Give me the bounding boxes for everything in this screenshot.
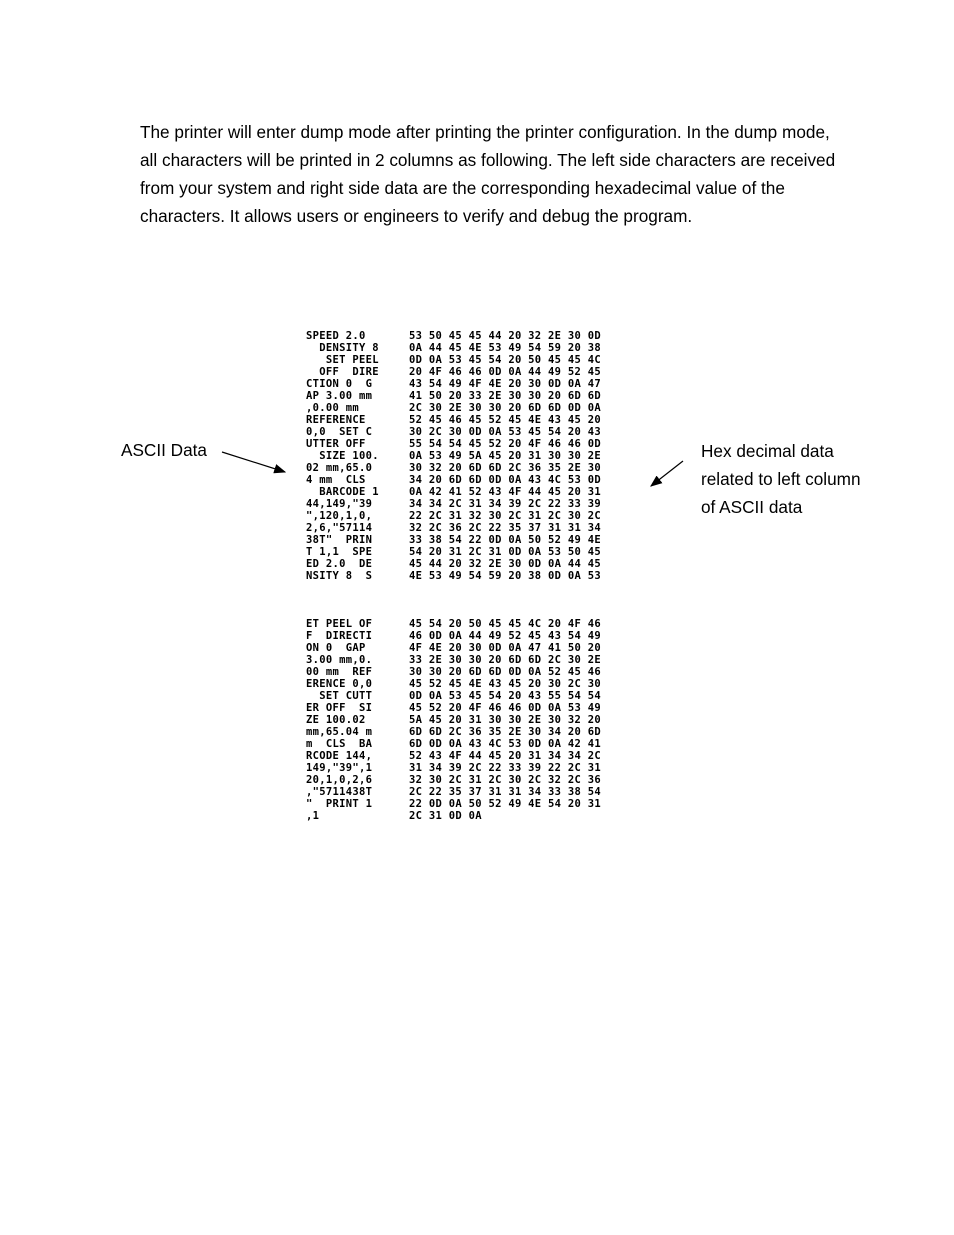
ascii-line: 2,6,"57114 xyxy=(306,522,373,534)
dump-block-2 xyxy=(306,618,669,822)
ascii-line: SET PEEL xyxy=(306,354,379,366)
hex-line: 30 32 20 6D 6D 2C 36 35 2E 30 xyxy=(409,462,602,474)
ascii-line: RCODE 144, xyxy=(306,750,373,762)
hex-line: 2C 22 35 37 31 31 34 33 38 54 xyxy=(409,786,602,798)
ascii-line: 02 mm,65.0 xyxy=(306,462,373,474)
ascii-line: " PRINT 1 xyxy=(306,798,373,810)
hex-line: 4F 4E 20 30 0D 0A 47 41 50 20 xyxy=(409,642,602,654)
ascii-column xyxy=(306,618,409,822)
dump-block-1 xyxy=(306,330,669,582)
ascii-line: SIZE 100. xyxy=(306,450,379,462)
ascii-line: AP 3.00 mm xyxy=(306,390,373,402)
dump-printout xyxy=(306,306,669,834)
ascii-line: ON 0 GAP xyxy=(306,642,366,654)
ascii-line: ",120,1,0, xyxy=(306,510,373,522)
ascii-line: ER OFF SI xyxy=(306,702,373,714)
hex-line: 45 52 45 4E 43 45 20 30 2C 30 xyxy=(409,678,602,690)
hex-line: 31 34 39 2C 22 33 39 22 2C 31 xyxy=(409,762,602,774)
ascii-line: SET CUTT xyxy=(306,690,373,702)
ascii-line: ,0.00 mm xyxy=(306,402,359,414)
hex-line: 45 44 20 32 2E 30 0D 0A 44 45 xyxy=(409,558,602,570)
ascii-line: CTION 0 G xyxy=(306,378,373,390)
ascii-line: 44,149,"39 xyxy=(306,498,373,510)
hex-line: 33 38 54 22 0D 0A 50 52 49 4E xyxy=(409,534,602,546)
hex-line: 55 54 54 45 52 20 4F 46 46 0D xyxy=(409,438,602,450)
ascii-line: REFERENCE xyxy=(306,414,366,426)
ascii-line: 00 mm REF xyxy=(306,666,373,678)
ascii-column xyxy=(306,330,409,582)
ascii-line: UTTER OFF xyxy=(306,438,366,450)
hex-line: 5A 45 20 31 30 30 2E 30 32 20 xyxy=(409,714,602,726)
hex-line: 4E 53 49 54 59 20 38 0D 0A 53 xyxy=(409,570,602,582)
hex-line: 6D 6D 2C 36 35 2E 30 34 20 6D xyxy=(409,726,602,738)
hex-line: 53 50 45 45 44 20 32 2E 30 0D xyxy=(409,330,602,342)
hex-line: 54 20 31 2C 31 0D 0A 53 50 45 xyxy=(409,546,602,558)
hex-data-label: Hex decimal data related to left column of ASCII data xyxy=(701,441,861,517)
hex-line: 34 20 6D 6D 0D 0A 43 4C 53 0D xyxy=(409,474,602,486)
ascii-line: 149,"39",1 xyxy=(306,762,373,774)
hex-line: 45 54 20 50 45 45 4C 20 4F 46 xyxy=(409,618,602,630)
hex-line: 2C 30 2E 30 30 20 6D 6D 0D 0A xyxy=(409,402,602,414)
ascii-line: ZE 100.02 xyxy=(306,714,366,726)
ascii-line: 3.00 mm,0. xyxy=(306,654,373,666)
ascii-line: ED 2.0 DE xyxy=(306,558,373,570)
hex-line: 52 45 46 45 52 45 4E 43 45 20 xyxy=(409,414,602,426)
hex-line: 22 2C 31 32 30 2C 31 2C 30 2C xyxy=(409,510,602,522)
hex-line: 0D 0A 53 45 54 20 43 55 54 54 xyxy=(409,690,602,702)
ascii-line: ERENCE 0,0 xyxy=(306,678,373,690)
ascii-line: mm,65.04 m xyxy=(306,726,373,738)
ascii-line: NSITY 8 S xyxy=(306,570,373,582)
hex-line: 0D 0A 53 45 54 20 50 45 45 4C xyxy=(409,354,602,366)
hex-line: 22 0D 0A 50 52 49 4E 54 20 31 xyxy=(409,798,602,810)
hex-line: 45 52 20 4F 46 46 0D 0A 53 49 xyxy=(409,702,602,714)
hex-line: 46 0D 0A 44 49 52 45 43 54 49 xyxy=(409,630,602,642)
ascii-line: 4 mm CLS xyxy=(306,474,366,486)
ascii-line: 38T" PRIN xyxy=(306,534,373,546)
hex-line: 43 54 49 4F 4E 20 30 0D 0A 47 xyxy=(409,378,602,390)
ascii-line: ,1 xyxy=(306,810,320,822)
ascii-line: BARCODE 1 xyxy=(306,486,379,498)
ascii-line: 20,1,0,2,6 xyxy=(306,774,373,786)
ascii-line: DENSITY 8 xyxy=(306,342,379,354)
hex-line: 2C 31 0D 0A xyxy=(409,810,482,822)
hex-line: 6D 0D 0A 43 4C 53 0D 0A 42 41 xyxy=(409,738,602,750)
hex-line: 52 43 4F 44 45 20 31 34 34 2C xyxy=(409,750,602,762)
ascii-line: ,"5711438T xyxy=(306,786,373,798)
ascii-line: SPEED 2.0 xyxy=(306,330,366,342)
hex-line: 30 30 20 6D 6D 0D 0A 52 45 46 xyxy=(409,666,602,678)
ascii-line: T 1,1 SPE xyxy=(306,546,373,558)
ascii-line: m CLS BA xyxy=(306,738,373,750)
ascii-line: OFF DIRE xyxy=(306,366,379,378)
hex-line: 32 2C 36 2C 22 35 37 31 31 34 xyxy=(409,522,602,534)
hex-line: 20 4F 46 46 0D 0A 44 49 52 45 xyxy=(409,366,602,378)
ascii-line: ET PEEL OF xyxy=(306,618,373,630)
hex-line: 34 34 2C 31 34 39 2C 22 33 39 xyxy=(409,498,602,510)
hex-line: 33 2E 30 30 20 6D 6D 2C 30 2E xyxy=(409,654,602,666)
ascii-arrow xyxy=(222,452,285,472)
hex-column xyxy=(409,330,669,582)
hex-line: 30 2C 30 0D 0A 53 45 54 20 43 xyxy=(409,426,602,438)
hex-column xyxy=(409,618,669,822)
intro-paragraph: The printer will enter dump mode after printing the printer configuration. In the dump mode, all characters will be printed in 2 columns as following. The left side characters are received from your system and right side data are the corresponding hexadecimal value of the characters. It allows users or engineers to verify and debug the program. xyxy=(140,122,836,226)
ascii-line: F DIRECTI xyxy=(306,630,373,642)
ascii-data-label: ASCII Data xyxy=(121,440,207,460)
hex-line: 0A 44 45 4E 53 49 54 59 20 38 xyxy=(409,342,602,354)
hex-line: 0A 53 49 5A 45 20 31 30 30 2E xyxy=(409,450,602,462)
hex-line: 0A 42 41 52 43 4F 44 45 20 31 xyxy=(409,486,602,498)
ascii-line: 0,0 SET C xyxy=(306,426,373,438)
hex-line: 41 50 20 33 2E 30 30 20 6D 6D xyxy=(409,390,602,402)
hex-line: 32 30 2C 31 2C 30 2C 32 2C 36 xyxy=(409,774,602,786)
